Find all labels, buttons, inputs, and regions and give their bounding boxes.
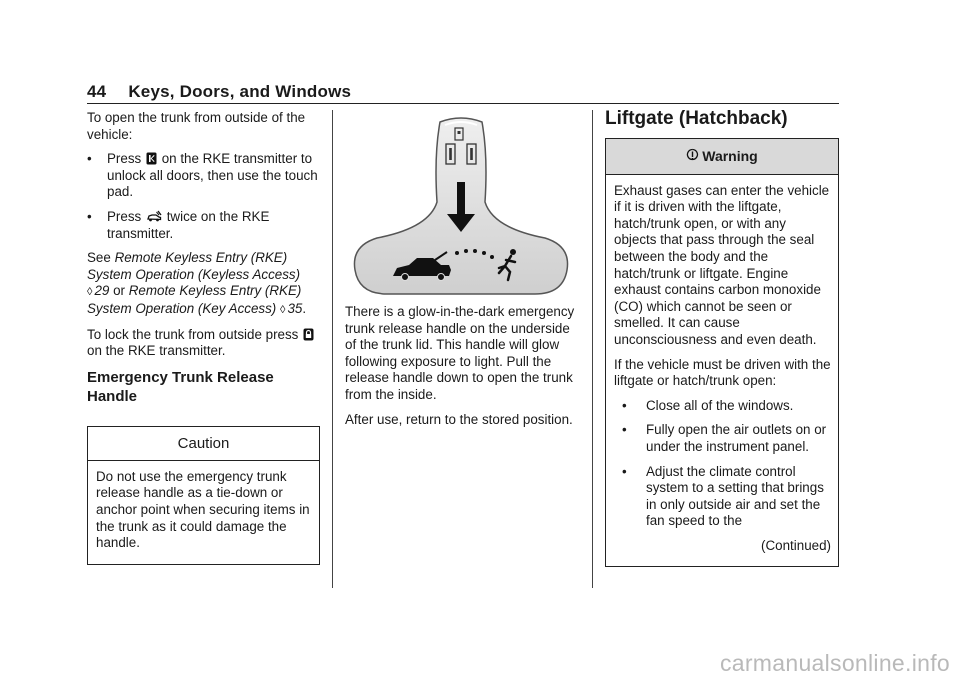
section-heading: Emergency Trunk Release Handle — [87, 368, 274, 405]
intro-text: To open the trunk from outside of the vehicle: — [87, 110, 306, 142]
body-paragraph: After use, return to the stored position. — [345, 411, 573, 427]
trunk-release-icon — [146, 210, 162, 223]
see-reference: See Remote Keyless Entry (RKE) System Operation (Keyless Access) ◊ 29 or Remote Keyless Entry (RKE) System Operation (Key Access) ◊ 35. — [87, 250, 307, 316]
page-header — [87, 82, 351, 102]
reference-link[interactable]: Remote Keyless Entry (RKE) System Operation (Key Access) — [87, 283, 302, 316]
warning-text: If the vehicle must be driven with the liftgate or hatch/trunk open: — [614, 356, 831, 389]
continued-label: (Continued) — [761, 537, 831, 553]
warning-icon — [686, 148, 699, 162]
emergency-trunk-release-handle-icon — [345, 110, 577, 300]
list-item: • Close all of the windows. — [622, 397, 794, 413]
key-unlock-icon — [146, 152, 157, 165]
column-divider — [332, 110, 333, 588]
page-reference[interactable]: 35 — [287, 300, 303, 316]
middle-column — [345, 110, 577, 436]
header-rule — [87, 103, 839, 104]
list-item: • Adjust the climate control system to a setting that brings in only outside air and set the fan speed to the — [622, 463, 824, 529]
caution-title: Caution — [88, 427, 319, 461]
warning-text: Exhaust gases can enter the vehicle if it is driven with the liftgate, hatch/trunk open, or with any objects that pass through the seal between the body and the hatch/trunk or liftgate. Engine exhaust contains carbon monoxide (CO) which cannot be seen or smelled. It can cause unconsciousness and even death. — [614, 182, 830, 347]
left-column — [87, 110, 320, 565]
warning-title: Warning — [702, 147, 758, 164]
section-title: Keys, Doors, and Windows — [128, 82, 352, 101]
caution-box — [87, 426, 320, 565]
body-paragraph: There is a glow-in-the-dark emergency trunk release handle on the underside of the trunk lid. This handle will glow following exposure to light. Pull the release handle down to open the trunk from the inside. — [345, 304, 575, 402]
right-column — [605, 108, 839, 567]
page-number: 44 — [87, 82, 107, 101]
reference-link[interactable]: Remote Keyless Entry (RKE) System Operation (Keyless Access) — [87, 250, 301, 282]
lock-text: To lock the trunk from outside press on the RKE transmitter. — [87, 327, 320, 360]
watermark: carmanualsonline.info — [719, 650, 950, 676]
page-reference[interactable]: 29 — [94, 283, 110, 299]
lock-icon — [303, 328, 314, 341]
list-item: • Press twice on the RKE transmitter. — [87, 208, 270, 241]
caution-text: Do not use the emergency trunk release handle as a tie-down or anchor point when securing items in the trunk as it could damage the handle. — [96, 468, 310, 551]
column-divider — [592, 110, 593, 588]
warning-header — [606, 139, 838, 175]
list-item: • Fully open the air outlets on or under the instrument panel. — [622, 422, 827, 454]
section-heading: Liftgate (Hatchback) — [605, 108, 788, 129]
list-item: • Press on the RKE transmitter to unlock all doors, then use the touch pad. — [87, 151, 318, 200]
warning-box — [605, 138, 839, 568]
